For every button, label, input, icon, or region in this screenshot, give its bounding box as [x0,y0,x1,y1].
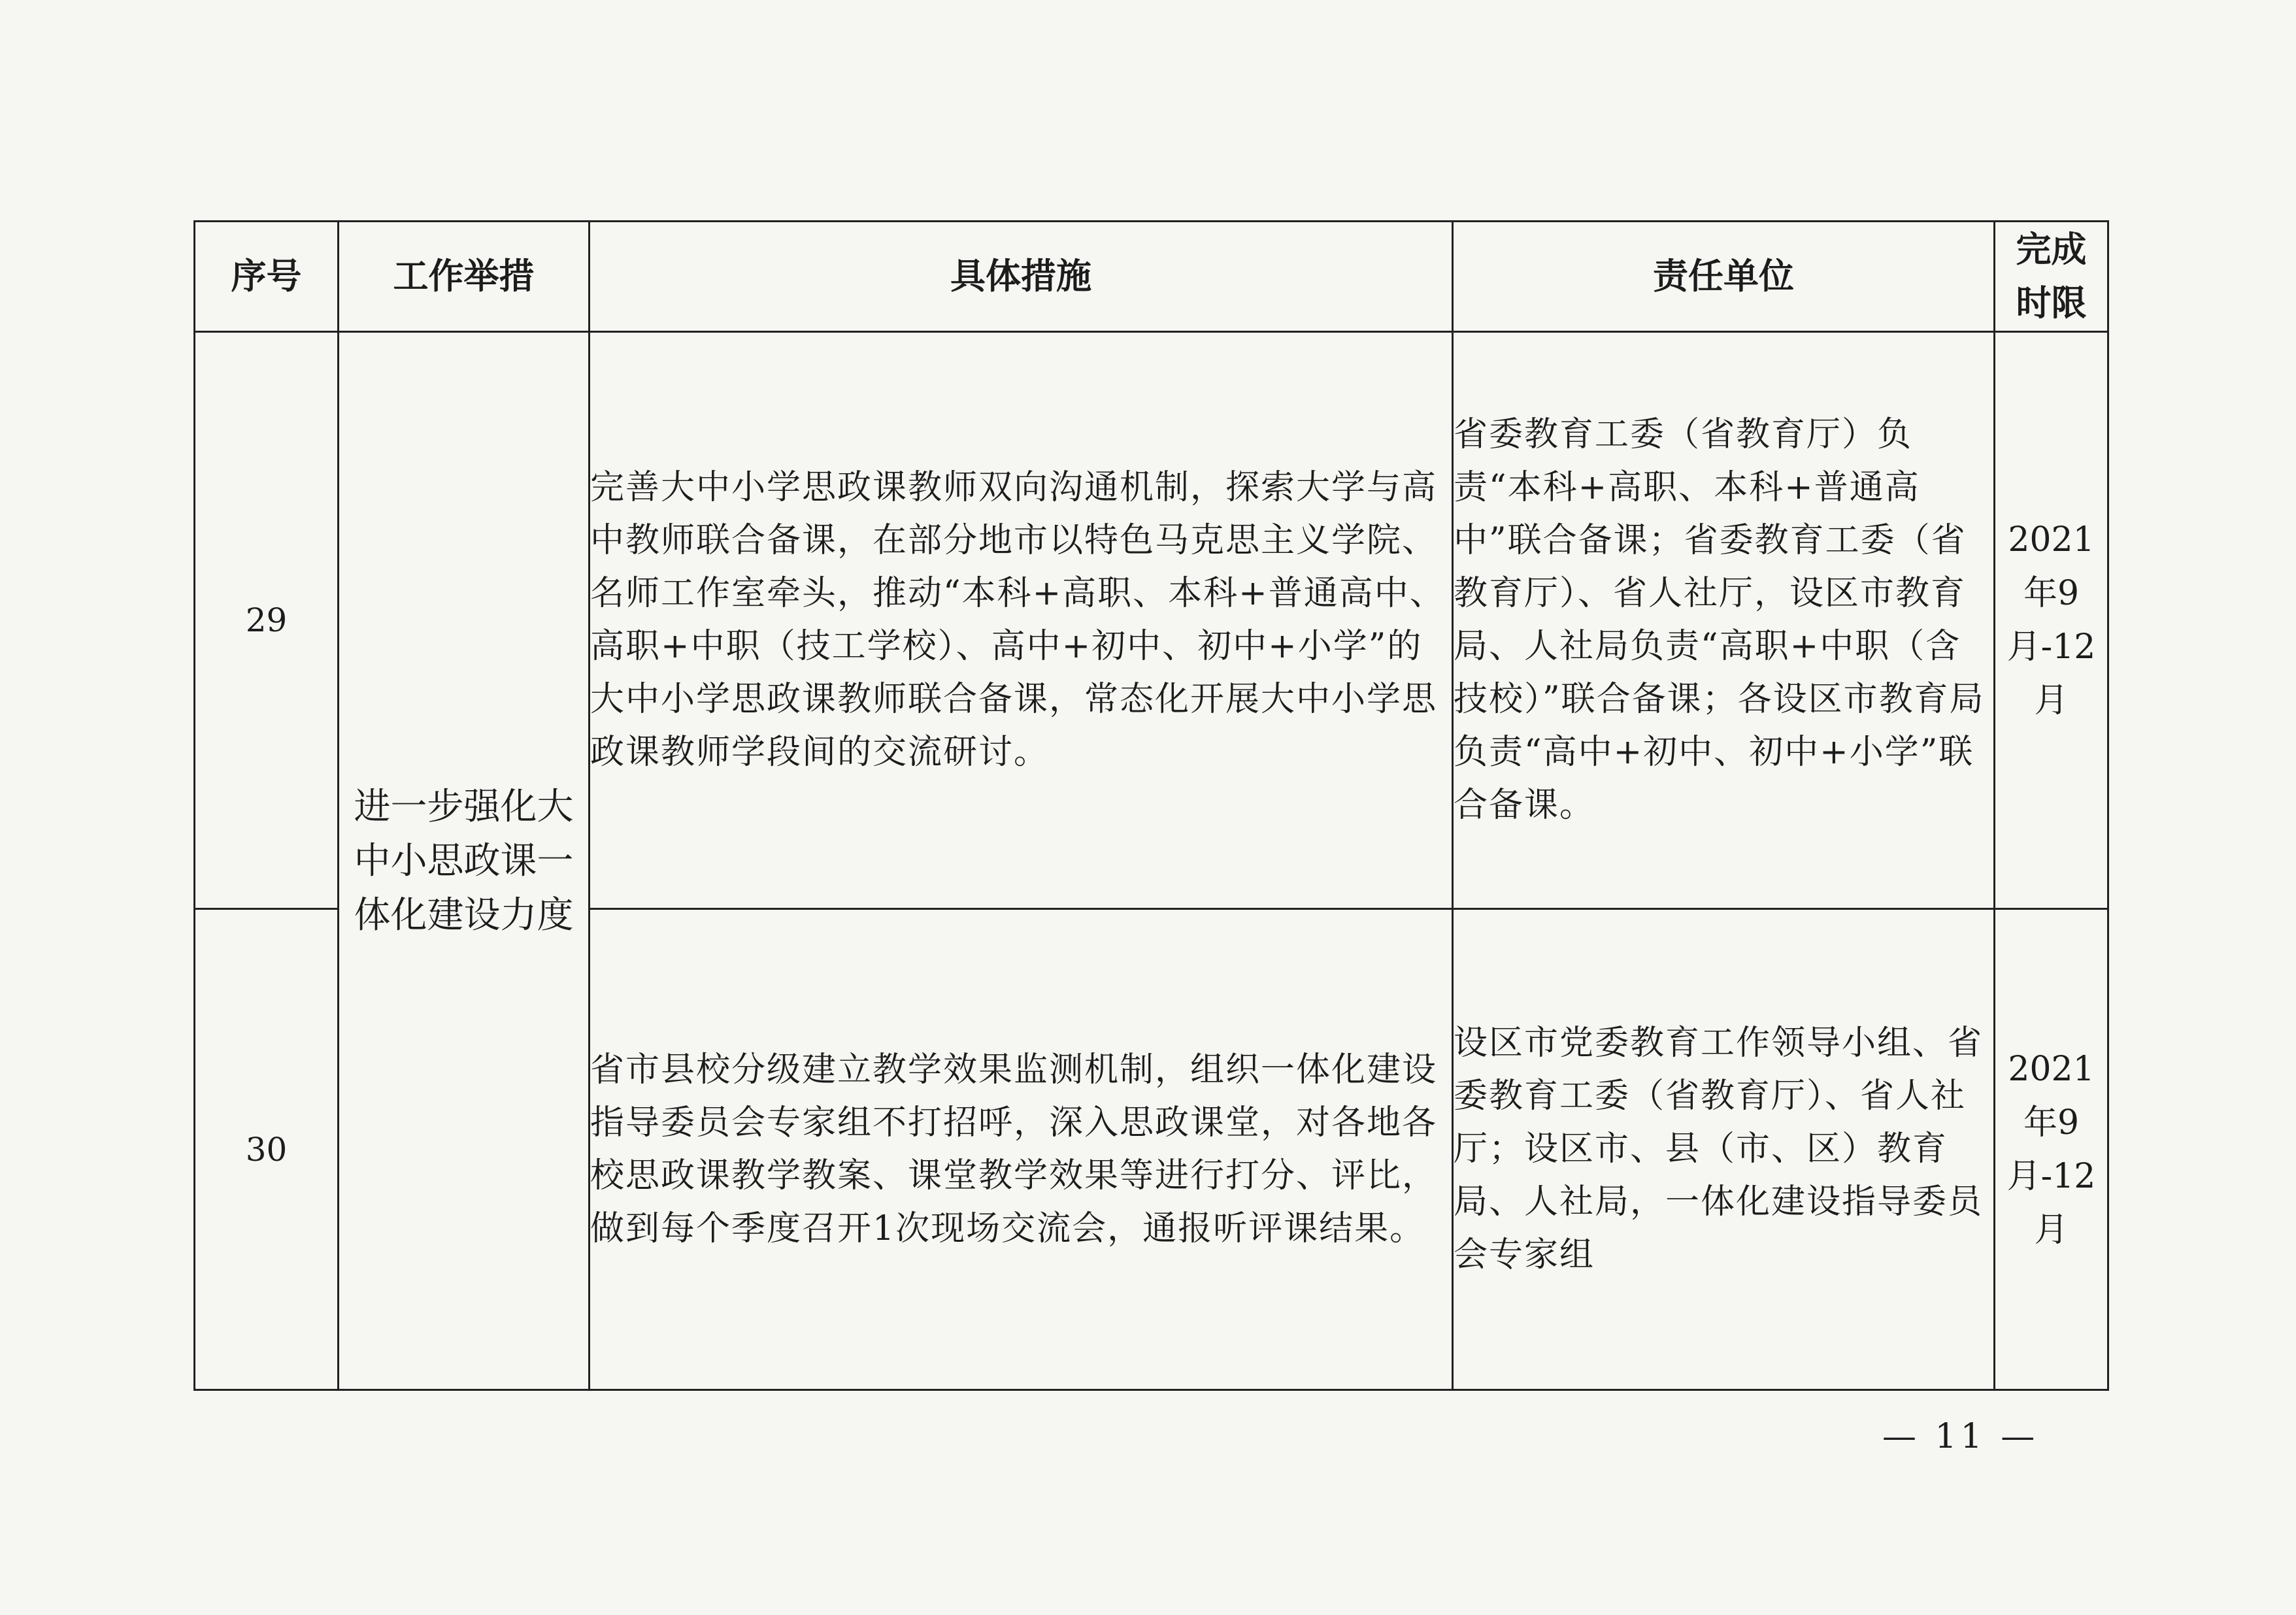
header-unit: 责任单位 [1453,222,1995,332]
table-header-row [195,222,2108,332]
header-seq: 序号 [195,222,339,332]
page-number: — 11 — [1882,1417,2039,1456]
table-row [195,332,2108,909]
header-measure: 工作举措 [339,222,590,332]
row-detail: 省市县校分级建立教学效果监测机制，组织一体化建设指导委员会专家组不打招呼，深入思政课堂，对各地各校思政课教学教案、课堂教学效果等进行打分、评比，做到每个季度召开1次现场交流会，通报听评课结果。 [590,909,1453,1390]
work-measure-cell: 进一步强化大中小思政课一体化建设力度 [339,332,590,1390]
row-deadline: 2021年9月-12月 [1995,909,2108,1390]
row-responsible-unit: 设区市党委教育工作领导小组、省委教育工委（省教育厅）、省人社厅；设区市、县（市、区）教育局、人社局，一体化建设指导委员会专家组 [1453,909,1995,1390]
row-seq: 30 [195,909,339,1390]
row-deadline: 2021年9月-12月 [1995,332,2108,909]
row-detail: 完善大中小学思政课教师双向沟通机制，探索大学与高中教师联合备课，在部分地市以特色马克思主义学院、名师工作室牵头，推动“本科+高职、本科+普通高中、高职+中职（技工学校）、高中+初中、初中+小学”的大中小学思政课教师联合备课，常态化开展大中小学思政课教师学段间的交流研讨。 [590,332,1453,909]
header-deadline: 完成时限 [1995,222,2108,332]
header-detail: 具体措施 [590,222,1453,332]
measures-table [193,220,2109,1391]
row-seq: 29 [195,332,339,909]
row-responsible-unit: 省委教育工委（省教育厅）负责“本科+高职、本科+普通高中”联合备课；省委教育工委（省教育厅）、省人社厅，设区市教育局、人社局负责“高职+中职（含技校）”联合备课；各设区市教育局负责“高中+初中、初中+小学”联合备课。 [1453,332,1995,909]
